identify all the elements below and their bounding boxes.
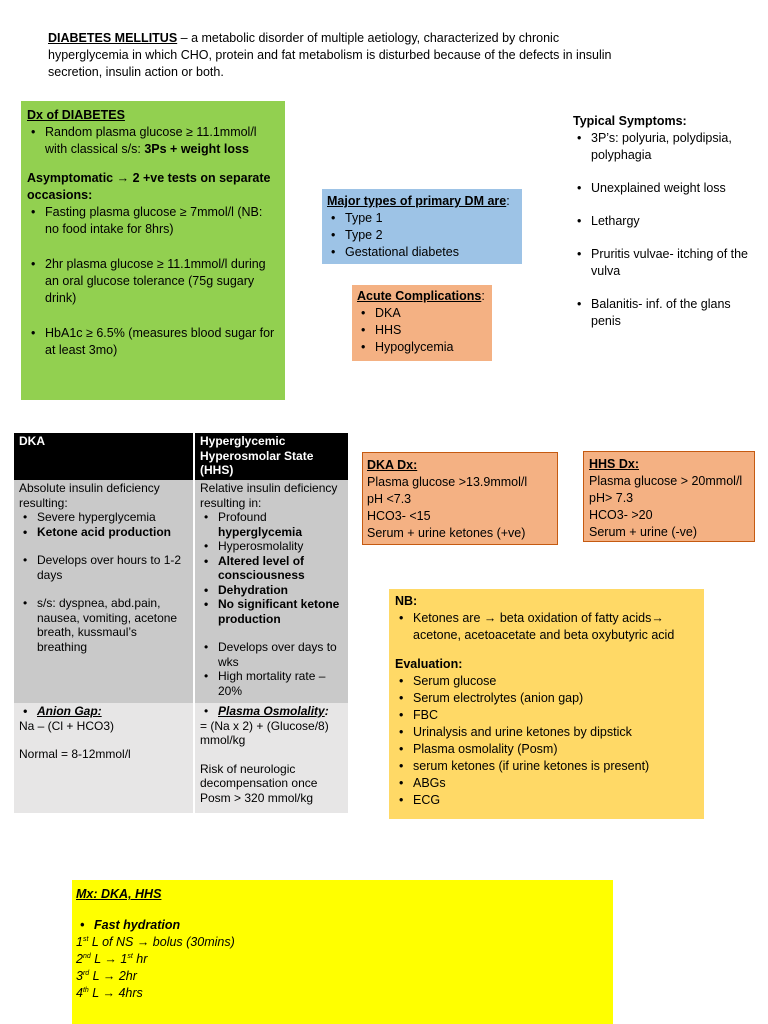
hhs-dx-title: HHS Dx: <box>589 457 640 471</box>
dm-types-box <box>322 189 522 264</box>
hhs-dx-line: HCO3- >20 <box>589 508 653 522</box>
symptom-item: • Balanitis- inf. of the glans penis <box>573 296 763 330</box>
dx-item: • HbA1c ≥ 6.5% (measures blood sugar for at least 3mo) <box>27 325 279 359</box>
dka-item: • Severe hyperglycemia <box>19 510 188 525</box>
nb-evaluation-box <box>389 589 704 819</box>
dx-diabetes-box <box>21 101 285 400</box>
anion-gap-title: • Anion Gap: <box>19 704 188 719</box>
hhs-dx-line: pH> 7.3 <box>589 491 634 505</box>
symptoms-title: Typical Symptoms: <box>573 114 687 128</box>
dka-dx-title: DKA Dx: <box>367 458 418 472</box>
dka-dx-line: HCO3- <15 <box>367 509 431 523</box>
plasma-osmolality-cell <box>194 703 348 813</box>
dm-type-item: • Type 1 <box>327 210 517 227</box>
dx-item: • 2hr plasma glucose ≥ 11.1mmol/l during an oral glucose tolerance (75g sugary drink) <box>27 256 279 307</box>
hhs-item: • Profound hyperglycemia <box>200 510 343 539</box>
hhs-item: • Dehydration <box>200 583 343 598</box>
hhs-item: • Develops over days to wks <box>200 640 343 669</box>
evaluation-item: • Plasma osmolality (Posm) <box>395 741 698 758</box>
dm-types-title: Major types of primary DM are: <box>327 194 510 208</box>
acute-item: • HHS <box>357 322 487 339</box>
mx-step: 1st L of NS → bolus (30mins) <box>76 935 235 949</box>
evaluation-item: • Serum glucose <box>395 673 698 690</box>
dka-dx-line: Serum + urine ketones (+ve) <box>367 526 526 540</box>
dx-item: • Random plasma glucose ≥ 11.1mmol/l with classical s/s: 3Ps + weight loss <box>27 124 279 158</box>
evaluation-item: • Serum electrolytes (anion gap) <box>395 690 698 707</box>
evaluation-item: • Urinalysis and urine ketones by dipstick <box>395 724 698 741</box>
dm-type-item: • Type 2 <box>327 227 517 244</box>
acute-title: Acute Complications: <box>357 289 485 303</box>
osmolality-formula: = (Na x 2) + (Glucose/8) mmol/kg <box>200 718 329 747</box>
hhs-item: • No significant ketone production <box>200 597 343 626</box>
hhs-item: • Hyperosmolality <box>200 539 343 554</box>
evaluation-title: Evaluation: <box>395 657 463 671</box>
intro-text: – a metabolic disorder of multiple aetiology, characterized by chronic hyperglycemia in which CHO, protein and fat metabolism is disturbed because of the defects in insulin secretion, insulin action or both. <box>48 31 612 79</box>
nb-ketones: • Ketones are → beta oxidation of fatty acids→ acetone, acetoacetate and beta oxybutyric acid <box>395 610 698 644</box>
dx-title: Dx of DIABETES <box>27 108 125 122</box>
mx-step: 2nd L → 1st hr <box>76 952 148 966</box>
intro-paragraph <box>48 30 638 81</box>
mx-step: 4th L → 4hrs <box>76 986 143 1000</box>
dka-item: • Ketone acid production <box>19 525 188 540</box>
intro-title: DIABETES MELLITUS <box>48 31 178 45</box>
hhs-item: • Altered level of consciousness <box>200 554 343 583</box>
symptom-item: • Lethargy <box>573 213 763 230</box>
mx-title: Mx: DKA, HHS <box>76 887 162 901</box>
hhs-header: Hyperglycemic Hyperosmolar State (HHS) <box>194 433 348 480</box>
evaluation-item: • serum ketones (if urine ketones is present) <box>395 758 698 775</box>
mx-fast-hydration: • Fast hydration <box>76 917 609 934</box>
symptom-item: • Unexplained weight loss <box>573 180 763 197</box>
management-box <box>72 880 613 1024</box>
dka-dx-line: Plasma glucose >13.9mmol/l <box>367 475 528 489</box>
anion-gap-normal: Normal = 8-12mmol/l <box>19 747 131 761</box>
dka-dx-box <box>362 452 558 545</box>
hhs-dx-line: Serum + urine (-ve) <box>589 525 698 539</box>
acute-complications-box <box>352 285 492 361</box>
acute-item: • Hypoglycemia <box>357 339 487 356</box>
hhs-dx-box <box>583 451 755 542</box>
dka-hhs-table <box>14 433 348 813</box>
anion-gap-cell <box>14 703 194 813</box>
hhs-dx-line: Plasma glucose > 20mmol/l <box>589 474 743 488</box>
osmolality-title: • Plasma Osmolality: <box>200 704 343 719</box>
dka-header: DKA <box>14 433 194 480</box>
symptom-item: • Pruritis vulvae- itching of the vulva <box>573 246 763 280</box>
dka-description: Absolute insulin deficiency resulting: • Severe hyperglycemia • Ketone acid production • Develops over hours to 1-2 days • s/s: dyspnea, abd.pain, nausea, vomiting, acetone breath, kussmaul’s breathing <box>14 480 194 703</box>
mx-step: 3rd L → 2hr <box>76 969 137 983</box>
typical-symptoms <box>573 113 763 346</box>
anion-gap-formula: Na – (Cl + HCO3) <box>19 718 115 733</box>
nb-title: NB: <box>395 594 418 608</box>
osmolality-risk: Risk of neurologic decompensation once Posm > 320 mmol/kg <box>200 761 318 805</box>
dx-item: • Fasting plasma glucose ≥ 7mmol/l (NB: no food intake for 8hrs) <box>27 204 279 238</box>
evaluation-item: • ECG <box>395 792 698 809</box>
dx-asymptomatic: Asymptomatic → 2 +ve tests on separate occasions: <box>27 171 271 202</box>
dka-item: • s/s: dyspnea, abd.pain, nausea, vomiting, acetone breath, kussmaul’s breathing <box>19 596 188 654</box>
evaluation-item: • ABGs <box>395 775 698 792</box>
evaluation-item: • FBC <box>395 707 698 724</box>
dka-item: • Develops over hours to 1-2 days <box>19 553 188 582</box>
dm-type-item: • Gestational diabetes <box>327 244 517 261</box>
symptom-item: • 3P’s: polyuria, polydipsia, polyphagia <box>573 130 763 164</box>
acute-item: • DKA <box>357 305 487 322</box>
dka-dx-line: pH <7.3 <box>367 492 412 506</box>
hhs-item: • High mortality rate – 20% <box>200 669 343 698</box>
hhs-description: Relative insulin deficiency resulting in: • Profound hyperglycemia • Hyperosmolality • Altered level of consciousness • Dehydration • No significant ketone production • Develops over days to wks • High mortality rate – 20% <box>194 480 348 703</box>
